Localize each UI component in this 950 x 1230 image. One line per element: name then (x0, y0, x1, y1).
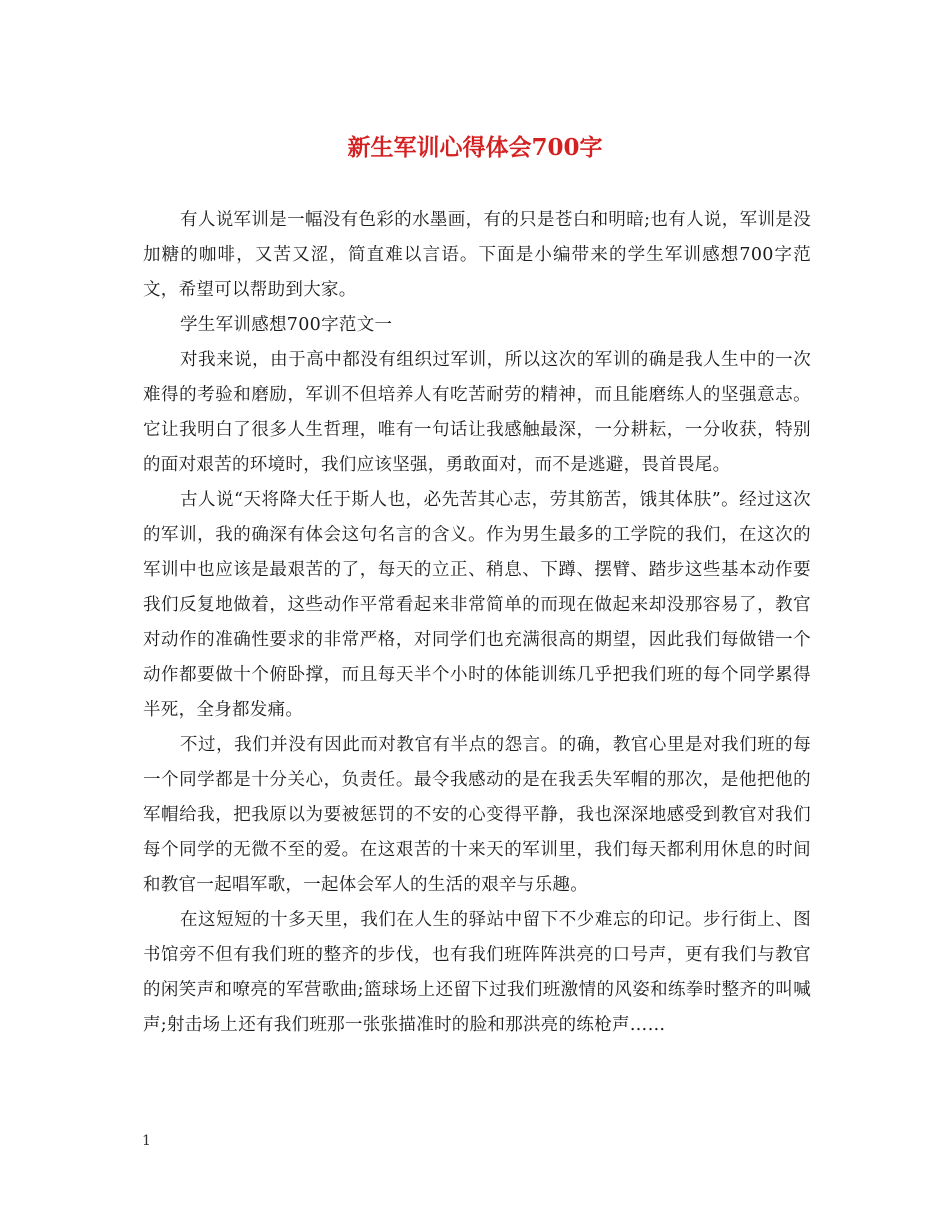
page-number: 1 (142, 1133, 151, 1149)
body-paragraph: 不过，我们并没有因此而对教官有半点的怨言。的确，教官心里是对我们班的每一个同学都是十分关心，负责任。最令我感动的是在我丢失军帽的那次，是他把他的军帽给我，把我原以为要被惩罚的不安的心变得平静，我也深深地感受到教官对我们每个同学的无微不至的爱。在这艰苦的十来天的军训里，我们每天都利用休息的时间和教官一起唱军歌，一起体会军人的生活的艰辛与乐趣。 (143, 735, 811, 895)
intro-paragraph: 有人说军训是一幅没有色彩的水墨画，有的只是苍白和明暗;也有人说，军训是没加糖的咖啡，又苦又涩，简直难以言语。下面是小编带来的学生军训感想700字范文，希望可以帮助到大家。 (143, 210, 811, 300)
document-body (143, 203, 811, 1043)
body-paragraph: 在这短短的十多天里，我们在人生的驿站中留下不少难忘的印记。步行街上、图书馆旁不但有我们班的整齐的步伐，也有我们班阵阵洪亮的口号声，更有我们与教官的闲笑声和嘹亮的军营歌曲;篮球场上还留下过我们班激情的风姿和练拳时整齐的叫喊声;射击场上还有我们班那一张张描准时的脸和那洪亮的练枪声…… (143, 910, 811, 1035)
body-paragraph: 对我来说，由于高中都没有组织过军训，所以这次的军训的确是我人生中的一次难得的考验和磨励，军训不但培养人有吃苦耐劳的精神，而且能磨练人的坚强意志。它让我明白了很多人生哲理，唯有一句话让我感触最深，一分耕耘，一分收获，特别的面对艰苦的环境时，我们应该坚强，勇敢面对，而不是逃避，畏首畏尾。 (143, 350, 811, 475)
body-paragraph: 古人说“天将降大任于斯人也，必先苦其心志，劳其筋苦，饿其体肤”。经过这次的军训，我的确深有体会这句名言的含义。作为男生最多的工学院的我们，在这次的军训中也应该是最艰苦的了，每天的立正、稍息、下蹲、摆臂、踏步这些基本动作要我们反复地做着，这些动作平常看起来非常简单的而现在做起来却没那容易了，教官对动作的准确性要求的非常严格，对同学们也充满很高的期望，因此我们每做错一个动作都要做十个俯卧撑，而且每天半个小时的体能训练几乎把我们班的每个同学累得半死，全身都发痛。 (143, 490, 811, 720)
section-heading: 学生军训感想700字范文一 (180, 315, 393, 335)
document-title: 新生军训心得体会700字 (347, 134, 603, 161)
